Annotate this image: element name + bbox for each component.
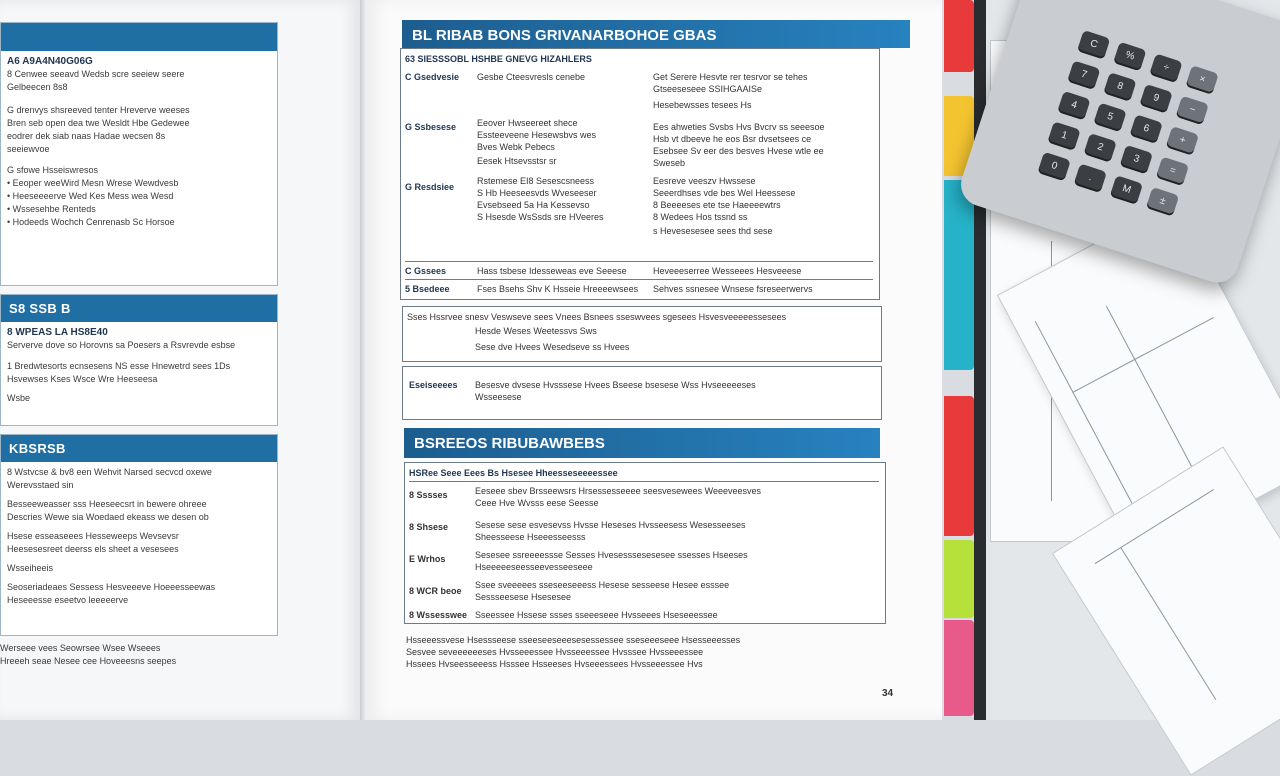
divider (409, 481, 879, 482)
section-banner: BSREEOS RIBUBAWBEBS (404, 428, 880, 458)
bullet-item: • Heeseeeerve Wed Kes Mess wea Wesd (7, 190, 271, 203)
main-form-box (400, 48, 880, 300)
bullet-item: • Wssesehbe Renteds (7, 203, 271, 216)
bullet-item: • Hodeeds Wochch Cenrenasb Sc Horsoe (7, 216, 271, 229)
text-line: Wsbe (7, 393, 31, 403)
calculator-key[interactable]: 1 (1047, 121, 1080, 151)
calculator-key[interactable]: M (1110, 175, 1143, 205)
detail-table (404, 462, 886, 624)
blueprint-line (1120, 547, 1216, 700)
row-value: Bves Webk Pebecs (477, 142, 555, 152)
row-value: S Hsesde WsSsds sre HVeeres (477, 212, 604, 222)
text-line: G drenvys shsreeved tenter Hreverve weeses (7, 105, 190, 115)
note-box-1 (402, 306, 882, 362)
calculator-key[interactable]: ÷ (1149, 53, 1182, 83)
left-section-1 (0, 22, 278, 286)
left-page (0, 0, 360, 720)
index-tab[interactable] (944, 540, 974, 618)
left-footer (0, 642, 280, 668)
bullet-item: • Eeoper weeWird Mesn Wrese Wewdvesb (7, 177, 271, 190)
left-section-1-title: A6 A9A4N40G06G (7, 56, 93, 67)
row-value: Rstemese EI8 Sesescsneess (477, 176, 595, 186)
calculator-key[interactable]: % (1113, 42, 1146, 72)
index-tab[interactable] (944, 180, 974, 370)
summary-value: Sehves ssnesee Wnsese fsreseerwervs (653, 284, 813, 294)
row-key: G Ssbesese (405, 122, 457, 132)
text-line: Besseeweasser sss Heeseecsrt in bewere ohreee (7, 499, 207, 509)
row-value: Seeerdhses vde bes Wel Heessese (653, 188, 796, 198)
row-value: Evsebseed 5a Ha Kessevso (477, 200, 590, 210)
row-value: Eesreve veeszv Hwssese (653, 176, 756, 186)
note-box-2 (402, 366, 882, 420)
table-row-key: 8 Shsese (409, 522, 449, 532)
table-cell: Ssee sveeeees sseseeseeess Hesese sesseese Hesee esssee (475, 580, 730, 590)
table-row-key: E Wrhos (409, 554, 446, 564)
row-value: 8 Beeeeses ete tse Haeeeewtrs (653, 200, 781, 210)
text-line: 8 Cenwee seeavd Wedsb scre seeiew seere (7, 69, 185, 79)
note-key: Eseiseeees (409, 380, 458, 390)
text-line: 8 Wstvcse & bv8 een Wehvit Narsed secvcd oxewe (7, 467, 212, 477)
table-cell: Sesesee ssreeeessse Sesses Hvesesssesesesee ssesses Hseeses (475, 550, 748, 560)
row-value: Hesebewsses tesees Hs (653, 100, 752, 110)
summary-value: Fses Bsehs Shv K Hsseie Hreeeewsees (477, 284, 639, 294)
row-key: G Resdsiee (405, 182, 455, 192)
calculator-key[interactable]: 6 (1129, 114, 1162, 144)
text-line: Werevsstaed sin (7, 480, 74, 490)
calculator-key[interactable]: + (1166, 126, 1199, 156)
row-value: Essteeveene Hesewsbvs wes (477, 130, 597, 140)
text-line: Wsseiheeis (7, 563, 54, 573)
text-line: Besesve dvsese Hvsssese Hvees Bseese bsesese Wss Hvseeeeeses (475, 380, 756, 390)
text-line: Sese dve Hvees Wesedseve ss Hvees (475, 342, 630, 352)
text-line: seeiewvoe (7, 144, 50, 154)
divider (405, 261, 873, 262)
blueprint-line (1072, 317, 1214, 393)
table-cell: Hseeeeeseesseevesseeseee (475, 562, 593, 572)
form-row-label (405, 181, 473, 193)
table-row-key: 8 Wssesswee (409, 610, 468, 620)
right-page (366, 0, 942, 720)
text-line: Wsseesese (475, 392, 522, 402)
calculator-key[interactable]: 2 (1083, 133, 1116, 163)
row-value: Get Serere Hesvte rer tesrvor se tehes (653, 72, 808, 82)
summary-value: Hass tsbese Idesseweas eve Seeese (477, 266, 627, 276)
page-number: 34 (882, 688, 894, 699)
footer-line: Hsseeessvese Hsessseese sseeseeseeesesessessee sseseeeseee Hsesseeesses (406, 635, 741, 645)
text-line: Bren seb open dea twe Wesldt Hbe Gedewee (7, 118, 190, 128)
row-value: Gtseeseseee SSIHGAAISe (653, 84, 763, 94)
row-value: s Hevesesesee sees thd sese (653, 226, 773, 236)
table-cell: Sseessee Hssese ssses sseeeseee Hvsseees Hseseeessee (475, 610, 718, 620)
left-section-2-header: S8 SSB B (1, 295, 277, 322)
row-value: Ees ahweties Svsbs Hvs Bvcrv ss seeesoe (653, 122, 825, 132)
calculator-key[interactable]: C (1077, 30, 1110, 60)
bullet-heading: G sfowe Hsseiswresos (7, 165, 99, 175)
row-value: Eeover Hwseereet shece (477, 118, 578, 128)
table-header: HSRee Seee Eees Bs Hsesee Hheesseseeeessee (409, 468, 618, 478)
text-line: Descries Wewe sia Woedaed ekeass we desen ob (7, 512, 209, 522)
table-cell: Ceee Hve Wvsss eese Seesse (475, 498, 599, 508)
footer-line: Sesvee seveeeeeeses Hvsseeessee Hvsseeessee Hvsssee Hvsseeessee (406, 647, 704, 657)
row-value: Esebsee Sv eer des besves Hvese wtle ee (653, 146, 824, 156)
divider (405, 279, 873, 280)
row-value: Hsb vt dbeeve he eos Bsr dvsetsees ce (653, 134, 812, 144)
calculator-key[interactable]: 5 (1093, 103, 1126, 133)
left-section-2 (0, 294, 278, 426)
table-cell: Sheesseese Hseeesseesss (475, 532, 586, 542)
index-tab[interactable] (944, 0, 974, 72)
table-cell: Sessseesese Hsesesee (475, 592, 572, 602)
index-tab[interactable] (944, 620, 974, 716)
calculator-key[interactable]: × (1185, 65, 1218, 95)
text-line: Heseeesse eseetvo leeeeerve (7, 595, 129, 605)
left-section-2-subtitle: 8 WPEAS LA HS8E40 (7, 327, 108, 338)
left-section-1-header (1, 23, 277, 51)
left-section-3 (0, 434, 278, 636)
row-value: S Hb Heeseesvds Wveseeser (477, 188, 597, 198)
page-title-banner: BL RIBAB BONS GRIVANARBOHOE GBAS (402, 20, 910, 48)
row-value: 8 Wedees Hos tssnd ss (653, 212, 748, 222)
summary-key: C Gssees (405, 266, 447, 276)
calculator-key[interactable]: = (1156, 157, 1189, 187)
calculator-key[interactable]: 8 (1103, 72, 1136, 102)
calculator-key[interactable]: . (1074, 163, 1107, 193)
row-value: Eesek Htsevsstsr sr (477, 156, 557, 166)
form-row-label (405, 71, 473, 83)
text-line: 1 Bredwtesorts ecnsesens NS esse Hnewetrd sees 1Ds (7, 361, 231, 371)
calculator-key[interactable]: 9 (1139, 84, 1172, 114)
index-tab[interactable] (944, 396, 974, 536)
summary-value: Heveeeserree Wesseees Hesveeese (653, 266, 802, 276)
text-line: Sses Hssrvee snesv Veswseve sees Vnees Bsnees sseswvees sgesees Hsvesveeeeessesees (407, 312, 787, 322)
row-value: Sweseb (653, 158, 686, 168)
footer-line: Hssees Hvseesseeess Hsssee Hsseeses Hvseeessees Hvsseeessee Hvs (406, 659, 703, 669)
text-line: Seoseriadeaes Sessess Hesveeeve Hoeeesseewas (7, 582, 216, 592)
text-line: Hsese esseaseees Hesseweeps Wevsevsr (7, 531, 179, 541)
calculator-key[interactable]: − (1175, 96, 1208, 126)
text-line: Werseee vees Seowrsee Wsee Wseees (0, 643, 161, 653)
table-cell: Eeseee sbev Brsseewsrs Hrsessesseeee seesvesewees Weeeveesves (475, 486, 761, 496)
left-section-3-header: KBSRSB (1, 435, 277, 462)
text-line: Hesde Weses Weetessvs Sws (475, 326, 597, 336)
calculator-key[interactable]: 3 (1120, 145, 1153, 175)
table-row-key: 8 WCR beoe (409, 586, 462, 596)
calculator-key[interactable]: 4 (1057, 91, 1090, 121)
row-key: C Gsedvesie (405, 72, 460, 82)
table-cell: Sesese sese esvesevss Hvsse Heseses Hvsseesess Wesesseeses (475, 520, 746, 530)
text-line: Hreeeh seae Nesee cee Hoveeesns seepes (0, 656, 177, 666)
text-line: Hsvewses Kses Wsce Wre Heeseesa (7, 374, 158, 384)
row-value: Gesbe Cteesvresls cenebe (477, 72, 586, 82)
form-subheader: 63 SIESSSOBL HSHBE GNEVG HIZAHLERS (405, 54, 592, 64)
text-line: Gelbeecen 8s8 (7, 82, 68, 92)
summary-key: 5 Bsedeee (405, 284, 450, 294)
table-row-key: 8 Sssses (409, 490, 448, 500)
text-line: eodrer dek siab naas Hadae wecsen 8s (7, 131, 166, 141)
text-line: Heesesesreet deerss els sheet a vesesees (7, 544, 179, 554)
text-line: Serverve dove so Horovns sa Poesers a Rsvrevde esbse (7, 340, 236, 350)
calculator-key[interactable]: 0 (1037, 152, 1070, 182)
calculator-key[interactable]: 7 (1067, 60, 1100, 90)
calculator-key[interactable]: ± (1146, 187, 1179, 217)
form-row-label (405, 121, 473, 133)
